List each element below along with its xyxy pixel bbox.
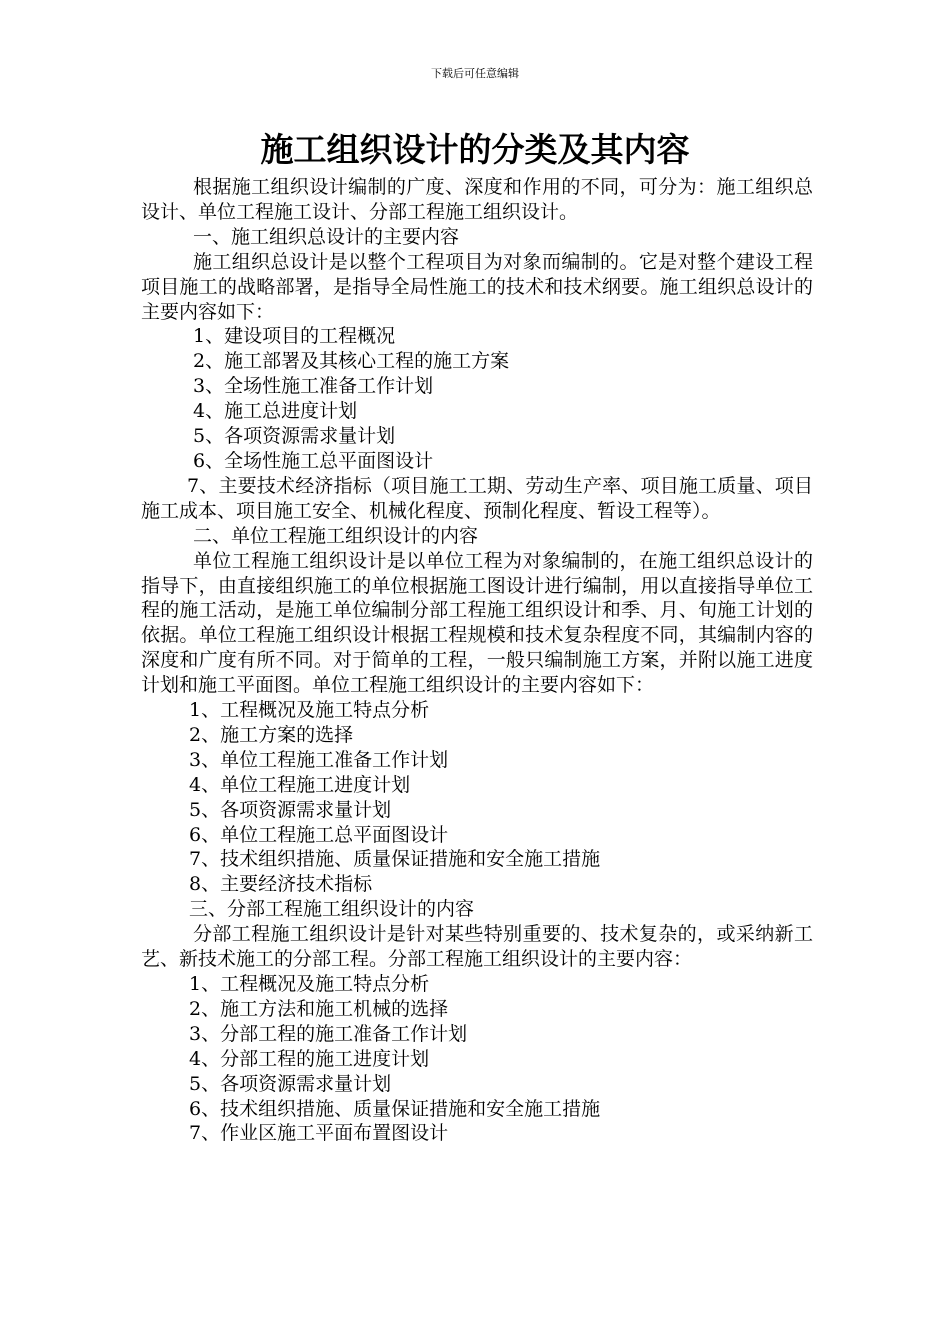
section-1-item: 6、全场性施工总平面图设计 — [193, 449, 434, 472]
section-3-item: 7、作业区施工平面布置图设计 — [189, 1122, 449, 1145]
section-1-item: 4、施工总进度计划 — [193, 400, 358, 423]
document-body — [141, 175, 813, 1146]
section-2-item: 3、单位工程施工准备工作计划 — [189, 748, 449, 771]
section-2-paragraph: 单位工程施工组织设计是以单位工程为对象编制的，在施工组织总设计的指导下，由直接组织施工的单位根据施工图设计进行编制，用以直接指导单位工程的施工活动，是施工单位编制分部工程施工组织设计和季、月、旬施工计划的依据。单位工程施工组织设计根据工程规模和技术复杂程度不同，其编制内容的深度和广度有所不同。对于简单的工程，一般只编制施工方案，并附以施工进度计划和施工平面图。单位工程施工组织设计的主要内容如下： — [141, 549, 813, 697]
header-note: 下载后可任意编辑 — [431, 67, 519, 80]
section-1-paragraph: 施工组织总设计是以整个工程项目为对象而编制的。它是对整个建设工程项目施工的战略部署，是指导全局性施工的技术和技术纲要。施工组织总设计的主要内容如下： — [141, 250, 813, 323]
section-1-item: 2、施工部署及其核心工程的施工方案 — [193, 350, 510, 373]
section-1-item: 5、各项资源需求量计划 — [193, 425, 396, 448]
section-1-item: 3、全场性施工准备工作计划 — [193, 375, 434, 398]
section-2-item: 7、技术组织措施、质量保证措施和安全施工措施 — [189, 848, 601, 871]
section-1-item: 7、主要技术经济指标（项目施工工期、劳动生产率、项目施工质量、项目施工成本、项目施工安全、机械化程度、预制化程度、暂设工程等）。 — [141, 474, 813, 522]
section-1-heading: 一、施工组织总设计的主要内容 — [193, 225, 460, 248]
section-3-item: 2、施工方法和施工机械的选择 — [189, 997, 449, 1020]
section-3-item: 5、各项资源需求量计划 — [189, 1072, 392, 1095]
section-2-item: 1、工程概况及施工特点分析 — [189, 699, 430, 722]
document-title: 施工组织设计的分类及其内容 — [260, 130, 690, 169]
intro-paragraph: 根据施工组织设计编制的广度、深度和作用的不同，可分为：施工组织总设计、单位工程施工设计、分部工程施工组织设计。 — [141, 176, 813, 223]
section-2-item: 6、单位工程施工总平面图设计 — [189, 823, 449, 846]
section-1-item: 1、建设项目的工程概况 — [193, 325, 396, 348]
section-2-heading: 二、单位工程施工组织设计的内容 — [193, 524, 479, 547]
section-2-item: 8、主要经济技术指标 — [189, 873, 373, 896]
section-3-item: 4、分部工程的施工进度计划 — [189, 1047, 430, 1070]
section-2-item: 2、施工方案的选择 — [189, 723, 354, 746]
section-3-paragraph: 分部工程施工组织设计是针对某些特别重要的、技术复杂的，或采纳新工艺、新技术施工的分部工程。分部工程施工组织设计的主要内容： — [141, 923, 813, 971]
section-3-heading: 三、分部工程施工组织设计的内容 — [189, 898, 475, 921]
section-3-item: 3、分部工程的施工准备工作计划 — [189, 1022, 468, 1045]
section-3-item: 6、技术组织措施、质量保证措施和安全施工措施 — [189, 1097, 601, 1120]
section-2-item: 4、单位工程施工进度计划 — [189, 773, 411, 796]
section-2-item: 5、各项资源需求量计划 — [189, 798, 392, 821]
section-3-item: 1、工程概况及施工特点分析 — [189, 973, 430, 995]
